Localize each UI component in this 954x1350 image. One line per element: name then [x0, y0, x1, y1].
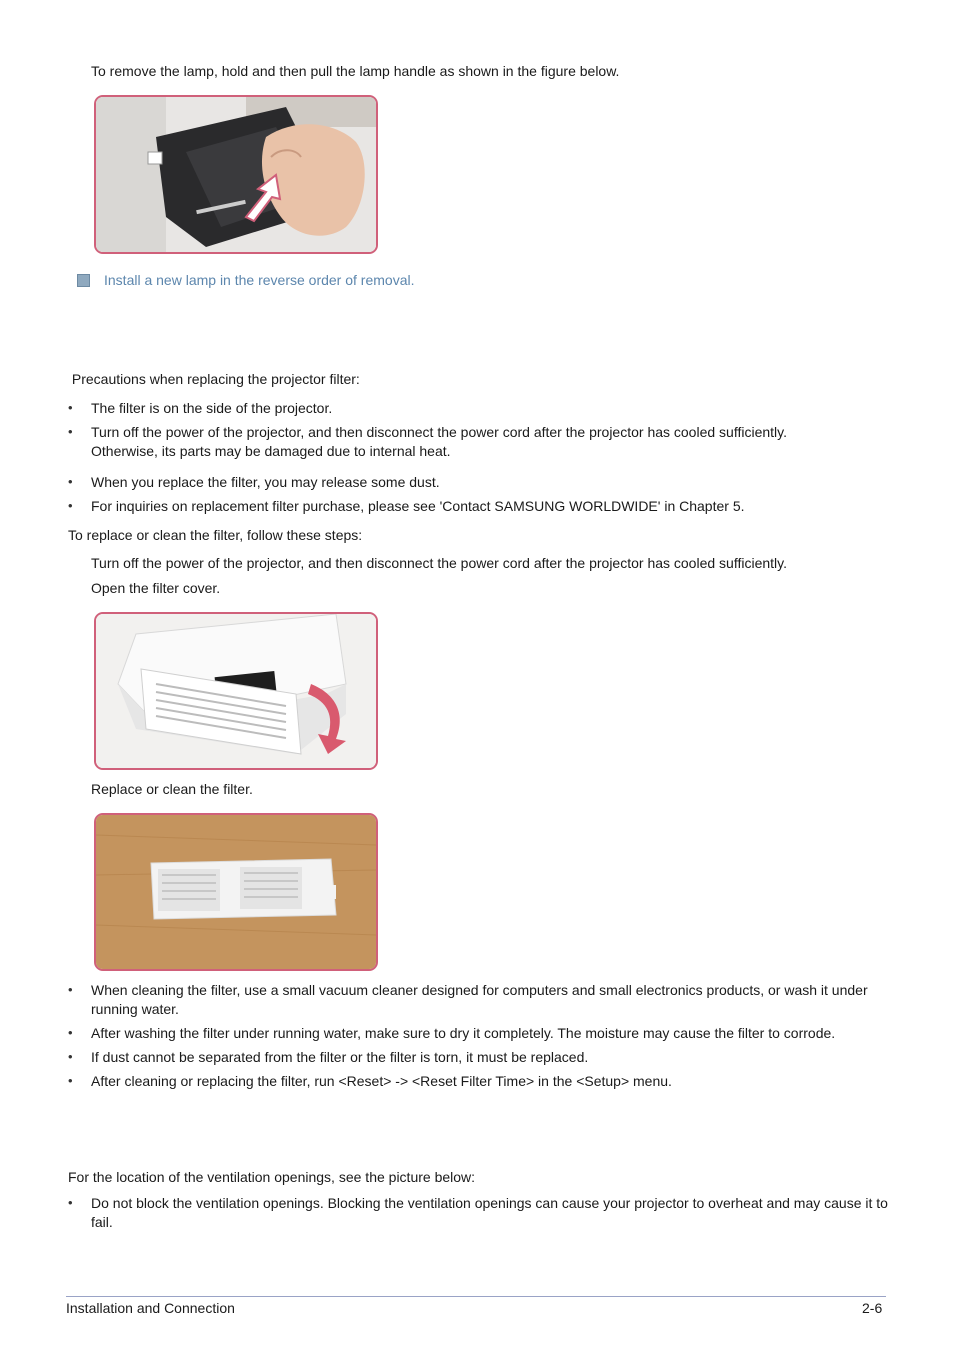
cleaning-note: After washing the filter under running water, make sure to dry it completely. The moisture may cause the filter to corrode.	[91, 1025, 836, 1041]
bullet: •	[68, 1073, 73, 1088]
bullet: •	[68, 498, 73, 513]
bullet: •	[68, 1049, 73, 1064]
precaution-item: The filter is on the side of the projector.	[91, 400, 333, 416]
filter-precautions-title: Precautions when replacing the projector filter:	[68, 371, 360, 387]
lamp-removal-photo	[94, 95, 378, 254]
lamp-instruction: To remove the lamp, hold and then pull the lamp handle as shown in the figure below.	[91, 63, 620, 79]
bullet: •	[68, 1025, 73, 1040]
bullet: •	[68, 474, 73, 489]
filter-step-1: Turn off the power of the projector, and then disconnect the power cord after the projector has cooled sufficiently.	[91, 555, 788, 571]
filter-photo	[94, 813, 378, 971]
filter-step-2: Open the filter cover.	[91, 580, 221, 596]
bullet: •	[68, 424, 73, 439]
page-number: 2-6	[862, 1300, 883, 1316]
filter-step-3: Replace or clean the filter.	[91, 781, 253, 797]
precaution-item: Turn off the power of the projector, and then disconnect the power cord after the projector has cooled sufficiently. Otherwise, its parts may be damaged due to internal heat.	[91, 424, 788, 459]
lamp-note: Install a new lamp in the reverse order of removal.	[104, 272, 415, 288]
bullet: •	[68, 400, 73, 415]
ventilation-warning: Do not block the ventilation openings. Blocking the ventilation openings can cause your projector to overheat and may cause it to fail.	[91, 1195, 888, 1230]
cleaning-note: If dust cannot be separated from the filter or the filter is torn, it must be replaced.	[91, 1049, 589, 1065]
filter-cover-photo	[94, 612, 378, 770]
cleaning-note: After cleaning or replacing the filter, run <Reset> -> <Reset Filter Time> in the <Setup> menu.	[91, 1073, 672, 1089]
footer-section: Installation and Connection	[66, 1300, 235, 1316]
bullet: •	[68, 982, 73, 997]
filter-steps-intro: To replace or clean the filter, follow these steps:	[68, 527, 363, 543]
filter-illustration	[96, 815, 376, 969]
filter-cover-illustration	[96, 614, 376, 768]
precaution-item: For inquiries on replacement filter purchase, please see 'Contact SAMSUNG WORLDWIDE' in Chapter 5.	[91, 498, 745, 514]
lamp-removal-illustration	[96, 97, 376, 252]
footer-rule	[66, 1296, 886, 1297]
bullet: •	[68, 1195, 73, 1210]
note-icon	[77, 274, 90, 287]
precaution-item: When you replace the filter, you may release some dust.	[91, 474, 440, 490]
ventilation-intro: For the location of the ventilation openings, see the picture below:	[68, 1169, 476, 1185]
cleaning-note: When cleaning the filter, use a small vacuum cleaner designed for computers and small electronics products, or wash it under running water.	[91, 982, 868, 1017]
